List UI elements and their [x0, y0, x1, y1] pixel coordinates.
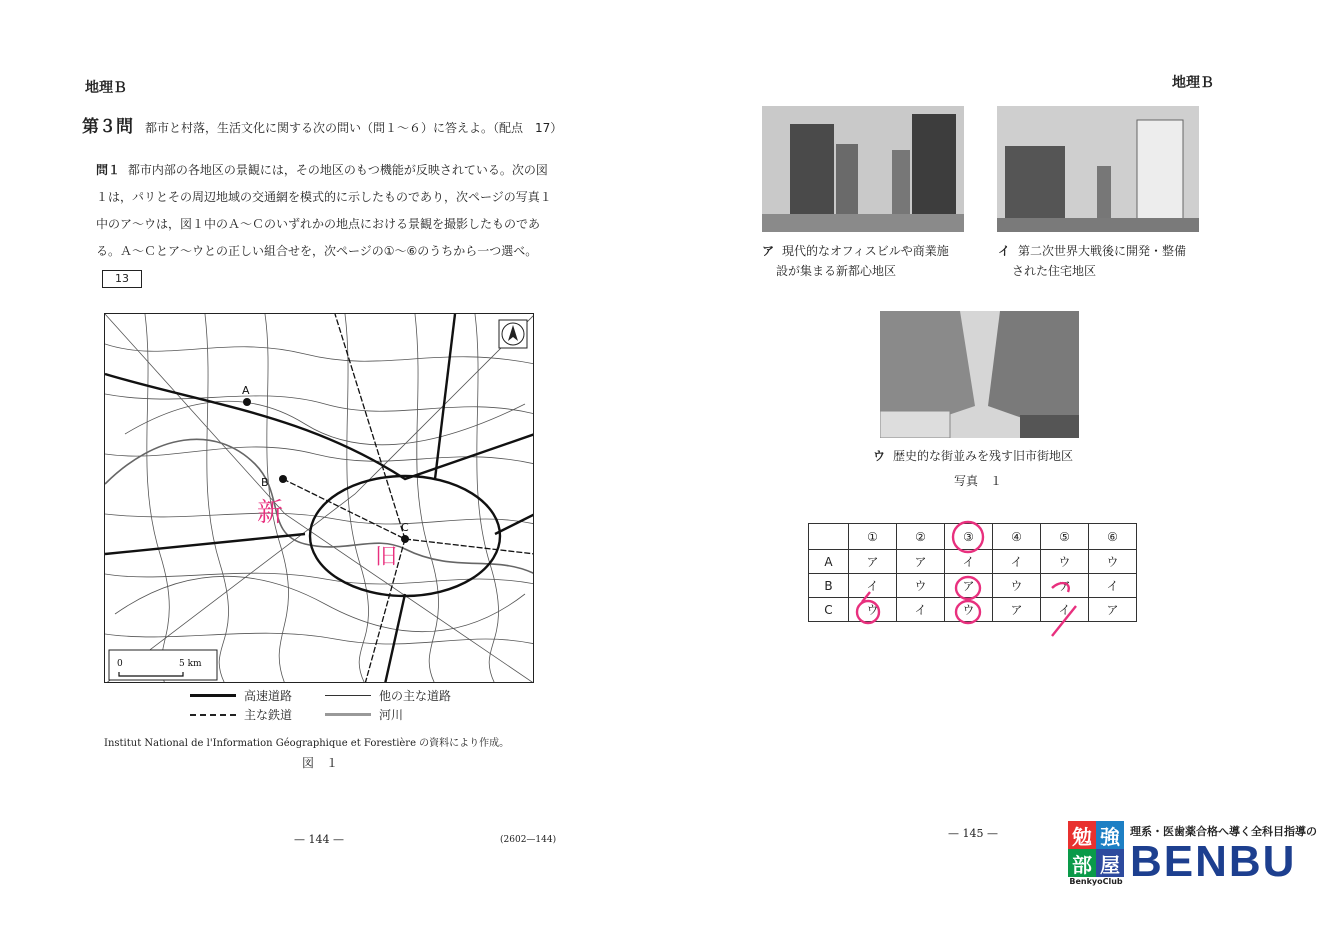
tick-mark-5b — [1052, 583, 1069, 592]
minor-roads — [105, 314, 534, 683]
table-cell: ウ — [1089, 550, 1137, 574]
photo-u-caption — [873, 446, 1073, 466]
right-subject-header: 地理Ｂ — [1172, 75, 1214, 91]
table-cell: ア — [897, 550, 945, 574]
question-1-label: 問１ — [96, 163, 121, 177]
answer-number-box: 13 — [102, 270, 142, 288]
benbu-logo — [1068, 821, 1317, 886]
logo-tagline: 理系・医歯薬合格へ導く全科目指導の — [1130, 824, 1317, 838]
photo-a — [762, 106, 964, 232]
table-cell: イ — [897, 598, 945, 622]
question-1-body — [96, 157, 556, 292]
logo-brand: BENBU — [1130, 836, 1297, 886]
table-header: ③ — [945, 524, 993, 550]
photo-caption: 写真 １ — [954, 474, 1003, 488]
photo-i — [997, 106, 1199, 232]
photo-u-caption-line1: 歴史的な街並みを残す旧市街地区 — [893, 449, 1074, 463]
logo-kanji-1: 勉 — [1068, 821, 1096, 849]
logo-emblem — [1068, 821, 1124, 886]
handwritten-old: 旧 — [375, 545, 398, 570]
photo-i-caption-line2: された住宅地区 — [1012, 264, 1097, 278]
table-cell: イ — [1041, 598, 1089, 622]
table-cell: イ — [993, 550, 1041, 574]
photo-a-label: ア — [762, 244, 775, 258]
map-point-c-label: C — [401, 521, 409, 534]
table-header: ⑥ — [1089, 524, 1137, 550]
photo-a-caption-line2: 設が集まる新都心地区 — [776, 264, 897, 278]
question-header — [82, 112, 562, 137]
photo-i-caption — [998, 241, 1208, 281]
figure-caption: 図 １ — [302, 756, 339, 770]
table-header: ④ — [993, 524, 1041, 550]
circle-mark-3b — [956, 577, 980, 599]
map-point-a — [243, 398, 251, 406]
circle-mark-1c — [857, 601, 879, 623]
map-point-b-label: B — [261, 476, 269, 489]
right-page-number: — 145 — — [948, 827, 998, 840]
left-page-number: — 144 — — [294, 833, 344, 846]
legend-river — [325, 706, 403, 723]
photo-i-label: イ — [998, 244, 1011, 258]
logo-kanji-4: 屋 — [1096, 849, 1124, 877]
paris-map — [104, 313, 534, 683]
railways — [283, 314, 534, 683]
legend-railway-label: 主な鉄道 — [244, 708, 293, 722]
table-cell: ウ — [1041, 550, 1089, 574]
table-cell: ウ — [945, 598, 993, 622]
scale-bar — [109, 650, 217, 680]
photo-u — [880, 311, 1079, 438]
table-header: ⑤ — [1041, 524, 1089, 550]
circle-mark-3c — [956, 601, 980, 623]
photo-a-caption — [762, 241, 972, 281]
logo-kanji-3: 部 — [1068, 849, 1096, 877]
legend-other-road — [325, 687, 451, 704]
legend-highway-swatch — [190, 694, 236, 697]
legend-railway-swatch — [190, 714, 236, 716]
question-title: 第３問 — [82, 117, 133, 137]
map-drawing — [105, 314, 534, 683]
map-point-a-label: A — [242, 384, 250, 397]
legend-river-label: 河川 — [379, 708, 404, 722]
photo-i-caption-line1: 第二次世界大戦後に開発・整備 — [1018, 244, 1187, 258]
logo-kanji-2: 強 — [1096, 821, 1124, 849]
logo-kanji-grid — [1068, 821, 1124, 877]
photo-i-image — [997, 106, 1199, 232]
table-cell: ア — [1089, 598, 1137, 622]
map-source: Institut National de l'Information Géographique et Forestière の資料により作成。 — [104, 738, 510, 749]
table-cell: ア — [993, 598, 1041, 622]
legend-other-road-label: 他の主な道路 — [379, 689, 452, 703]
table-cell: ア — [1041, 574, 1089, 598]
left-subject-header: 地理Ｂ — [85, 80, 127, 96]
row-label: A — [809, 550, 849, 574]
logo-words — [1130, 823, 1317, 885]
photo-a-caption-line1: 現代的なオフィスビルや商業施 — [782, 244, 949, 258]
table-cell: ウ — [897, 574, 945, 598]
row-label: C — [809, 598, 849, 622]
north-arrow-icon — [499, 320, 527, 348]
table-annotations — [840, 510, 1090, 640]
legend-highway — [190, 687, 292, 704]
table-cell: イ — [849, 574, 897, 598]
legend-river-swatch — [325, 713, 371, 716]
photo-u-label: ウ — [873, 449, 886, 463]
photo-a-image — [762, 106, 964, 232]
legend-other-road-swatch — [325, 695, 371, 696]
table-cell: イ — [945, 550, 993, 574]
table-header: ① — [849, 524, 897, 550]
legend-railway — [190, 706, 292, 723]
photo-u-image — [880, 311, 1079, 438]
map-point-b — [279, 475, 287, 483]
row-label: B — [809, 574, 849, 598]
table-cell: ウ — [849, 598, 897, 622]
logo-sub: BenkyoClub — [1069, 877, 1123, 886]
highways — [105, 314, 534, 683]
table-header: ② — [897, 524, 945, 550]
handwritten-new: 新 — [257, 498, 284, 528]
slash-mark-5c — [1052, 606, 1076, 636]
print-code: (2602—144) — [500, 835, 557, 845]
legend-highway-label: 高速道路 — [244, 689, 293, 703]
table-cell: イ — [1089, 574, 1137, 598]
map-point-c — [401, 535, 409, 543]
question-intro: 都市と村落，生活文化に関する次の問い（問１～６）に答えよ。（配点 17） — [145, 121, 563, 135]
table-cell: ウ — [993, 574, 1041, 598]
table-cell: ア — [849, 550, 897, 574]
table-cell: ア — [945, 574, 993, 598]
question-1-text: 都市内部の各地区の景観には，その地区のもつ機能が反映されている。次の図１は，パリとその周辺地域の交通網を模式的に示したものであり，次ページの写真１中のア～ウは，図１中のＡ～Ｃのいずれかの地点における景観を撮影したものである。Ａ～Ｃとア～ウとの正しい組合せを，次ページの①～⑥のうちから一つ選べ。 — [96, 163, 552, 258]
scale-label: 5 km — [179, 659, 202, 669]
scale-zero: 0 — [117, 659, 123, 669]
circle-mark-3 — [953, 522, 983, 552]
rivers — [105, 439, 534, 574]
